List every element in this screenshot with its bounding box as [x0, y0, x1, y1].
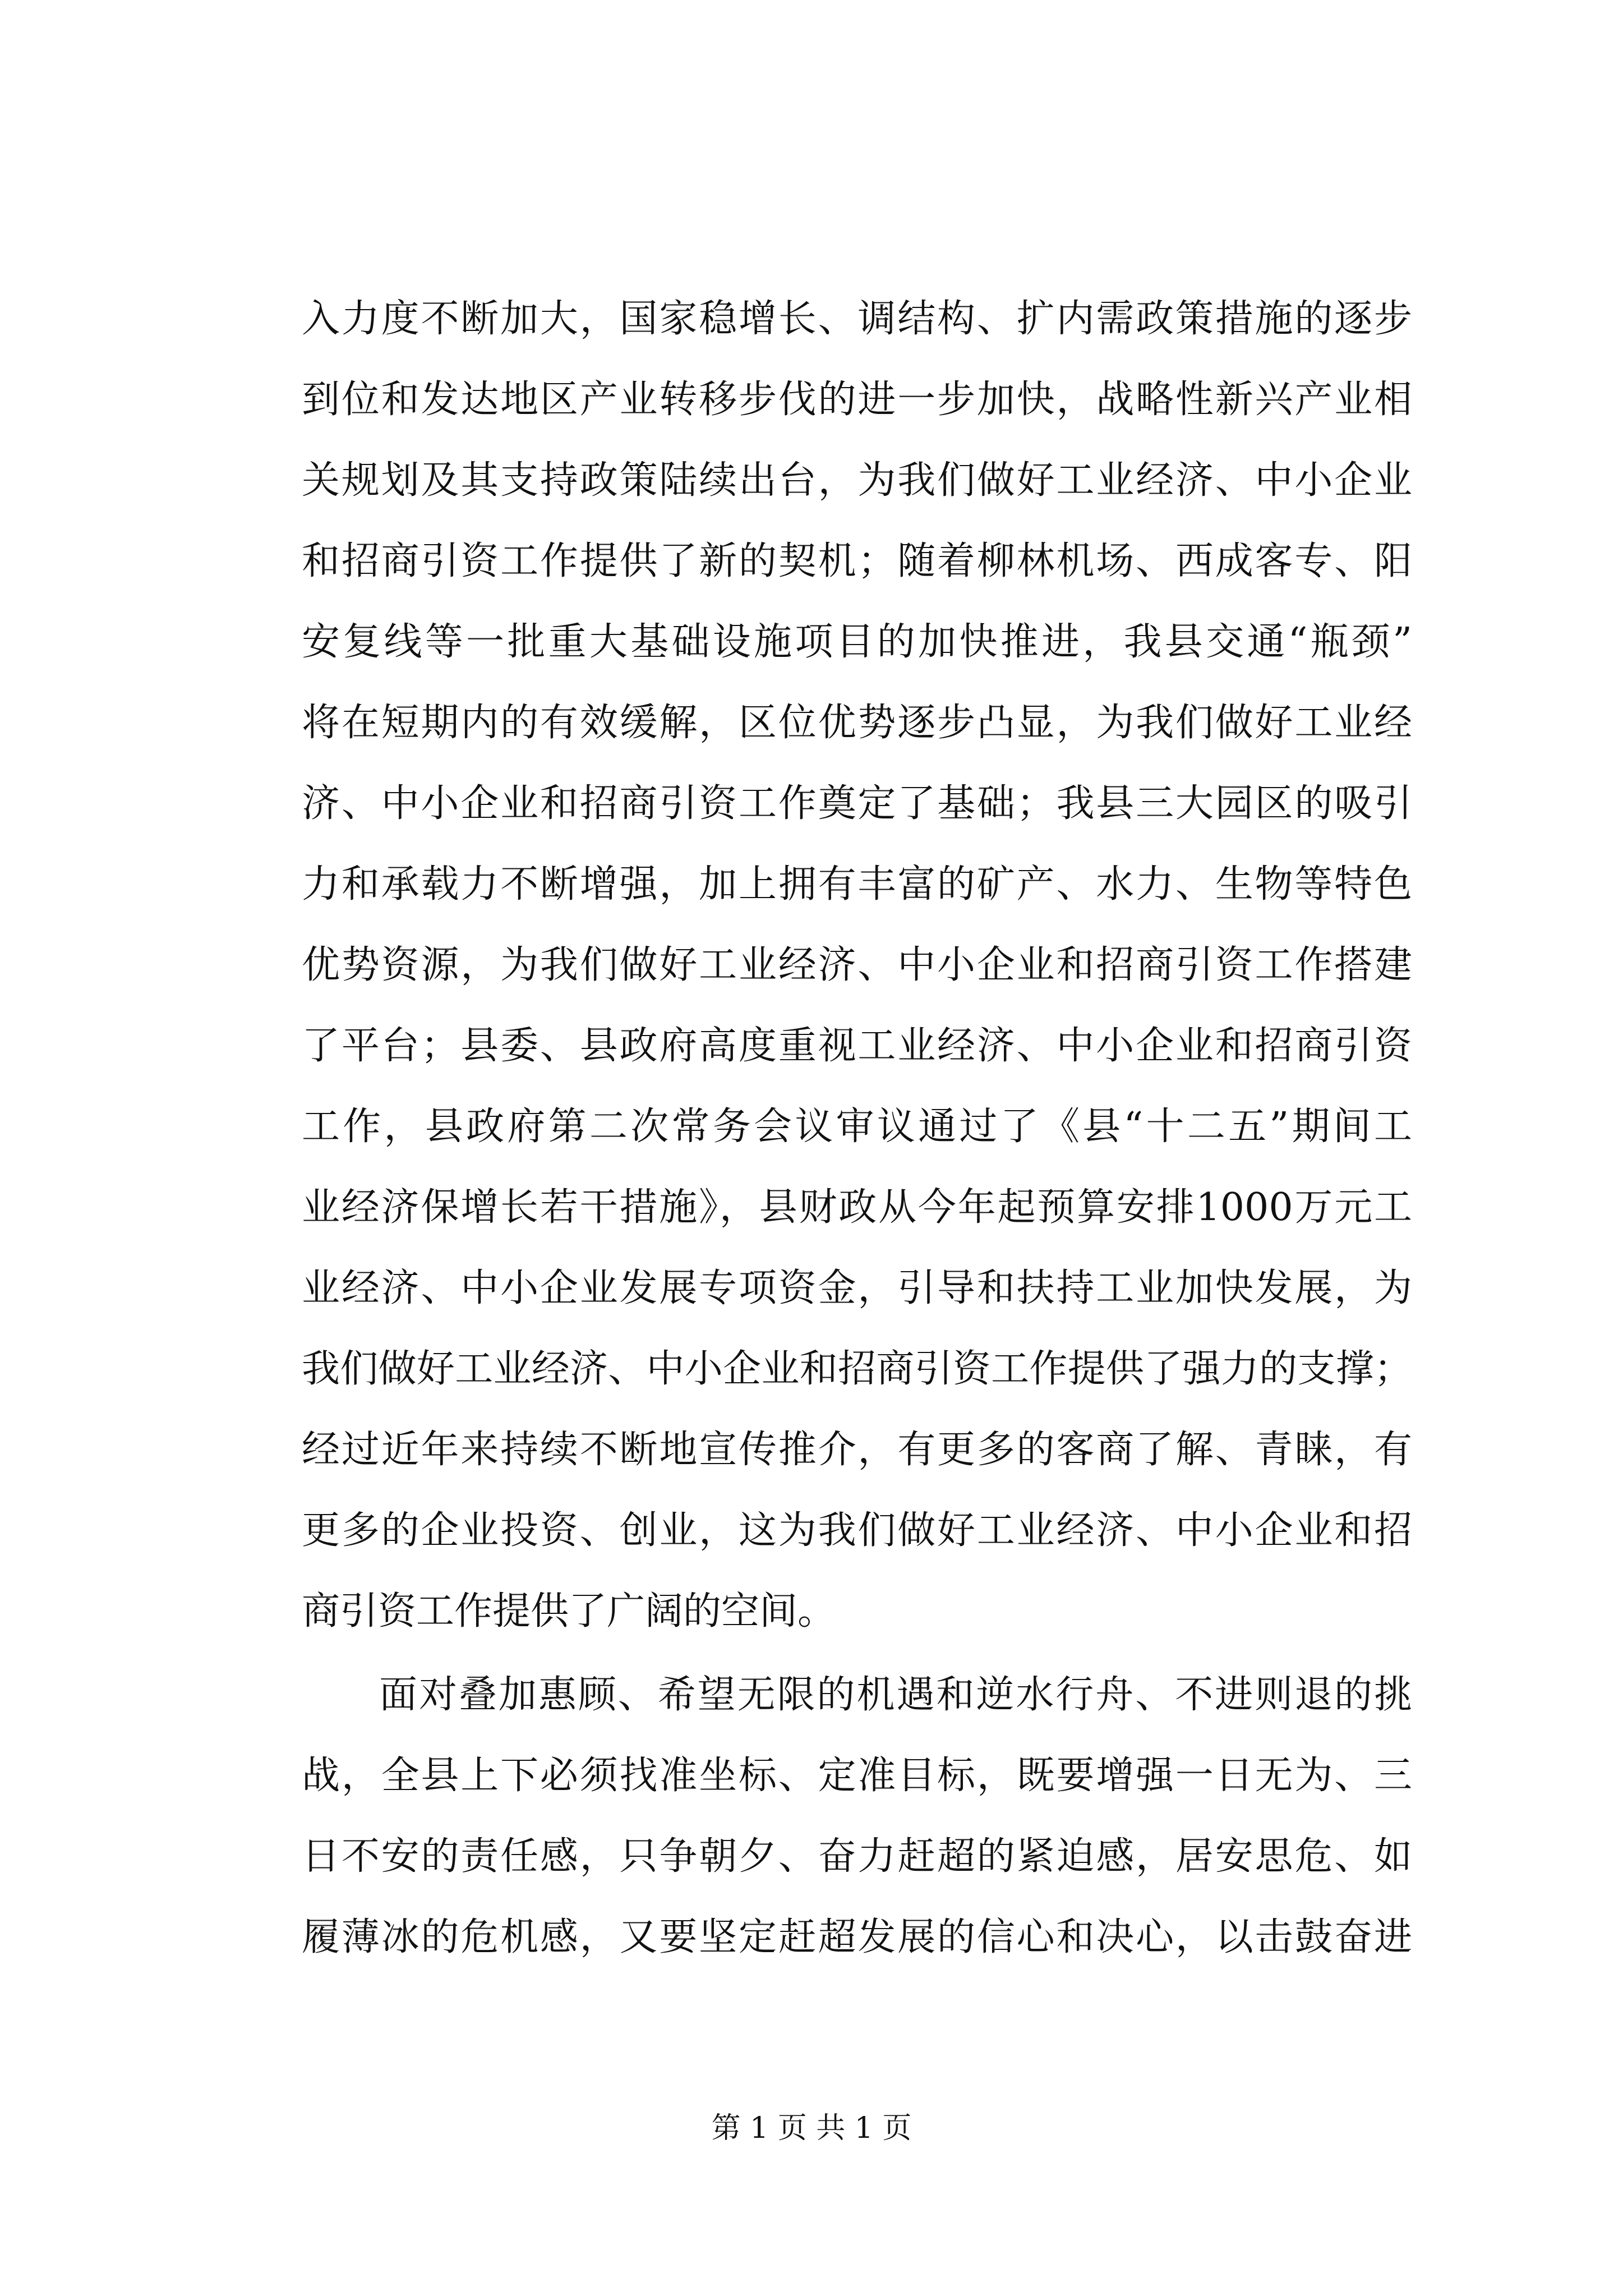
paragraph-1-line-6: 将在短期内的有效缓解，区位优势逐步凸显，为我们做好工业经	[302, 701, 1412, 745]
paragraph-1-line-9: 优势资源，为我们做好工业经济、中小企业和招商引资工作搭建	[302, 943, 1412, 987]
paragraph-1-line-3: 关规划及其支持政策陆续出台，为我们做好工业经济、中小企业	[302, 458, 1412, 503]
paragraph-1-line-16: 更多的企业投资、创业，这为我们做好工业经济、中小企业和招	[302, 1508, 1412, 1553]
paragraph-1-line-11: 工作，县政府第二次常务会议审议通过了《县“十二五”期间工	[302, 1105, 1412, 1149]
paragraph-1-line-17: 商引资工作提供了广阔的空间。	[302, 1589, 836, 1634]
paragraph-2-line-4: 履薄冰的危机感，又要坚定赶超发展的信心和决心，以击鼓奋进	[302, 1915, 1412, 1959]
paragraph-1-line-1: 入力度不断加大，国家稳增长、调结构、扩内需政策措施的逐步	[302, 297, 1412, 341]
paragraph-1-line-2: 到位和发达地区产业转移步伐的进一步加快，战略性新兴产业相	[302, 378, 1412, 422]
paragraph-1-line-13: 业经济、中小企业发展专项资金，引导和扶持工业加快发展，为	[302, 1266, 1412, 1310]
page-footer: 第 1 页 共 1 页	[711, 2111, 912, 2145]
paragraph-2-line-2: 战，全县上下必须找准坐标、定准目标，既要增强一日无为、三	[302, 1754, 1412, 1798]
paragraph-1-line-10: 了平台；县委、县政府高度重视工业经济、中小企业和招商引资	[302, 1024, 1412, 1068]
paragraph-1-line-4: 和招商引资工作提供了新的契机；随着柳林机场、西成客专、阳	[302, 539, 1412, 583]
paragraph-2-line-3: 日不安的责任感，只争朝夕、奋力赶超的紧迫感，居安思危、如	[302, 1834, 1412, 1879]
paragraph-1-line-7: 济、中小企业和招商引资工作奠定了基础；我县三大园区的吸引	[302, 781, 1412, 826]
paragraph-1-line-8: 力和承载力不断增强，加上拥有丰富的矿产、水力、生物等特色	[302, 862, 1412, 907]
paragraph-1-line-15: 经过近年来持续不断地宣传推介，有更多的客商了解、青睐，有	[302, 1428, 1412, 1472]
paragraph-1-line-14: 我们做好工业经济、中小企业和招商引资工作提供了强力的支撑；	[302, 1347, 1412, 1391]
paragraph-1-line-12: 业经济保增长若干措施》，县财政从今年起预算安排1000万元工	[302, 1185, 1412, 1230]
paragraph-2-line-1: 面对叠加惠顾、希望无限的机遇和逆水行舟、不进则退的挑	[379, 1673, 1412, 1717]
paragraph-1-line-5: 安复线等一批重大基础设施项目的加快推进，我县交通“瓶颈”	[302, 620, 1412, 664]
